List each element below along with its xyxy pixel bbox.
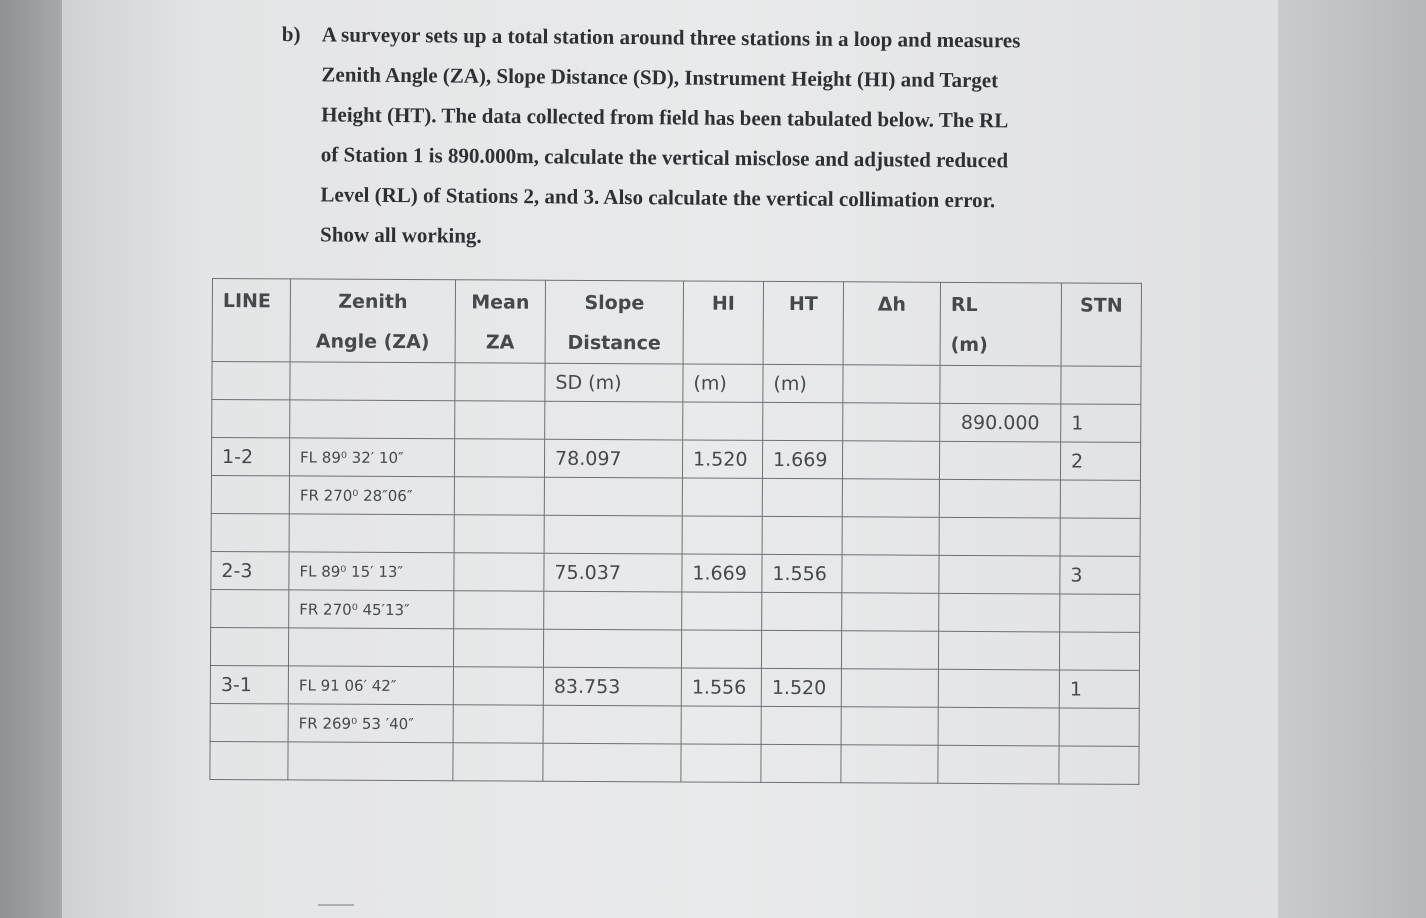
fl-angle-cell: FL 89⁰ 32′ 10″ (289, 438, 454, 477)
question-line: of Station 1 is 890.000m, calculate the vertical misclose and adjusted reduced (320, 142, 1009, 173)
hi-cell: 1.669 (682, 554, 762, 592)
question-label: b) (281, 21, 301, 47)
fr-angle-cell: FR 270⁰ 28″06″ (289, 476, 454, 515)
units-row (212, 362, 1141, 405)
question-line: Height (HT). The data collected from field has been tabulated below. The RL (321, 102, 1009, 133)
fl-angle-cell: FL 91 06′ 42″ (288, 666, 453, 705)
ht-cell: 1.556 (762, 554, 842, 592)
sd-cell: 78.097 (544, 439, 682, 478)
fr-angle-cell: FR 269⁰ 53 ′40″ (288, 704, 453, 743)
question-block (280, 14, 1102, 261)
unit-ht: (m) (763, 364, 843, 402)
table-row (210, 741, 1139, 784)
unit-hi: (m) (683, 364, 763, 402)
header-row (212, 279, 1141, 367)
start-rl-value: 890.000 (940, 403, 1061, 442)
line-cell: 3-1 (210, 665, 288, 703)
survey-data-table (209, 278, 1142, 785)
header-slope-distance: Slope Distance (545, 280, 683, 364)
header-rl: RL (m) (940, 282, 1061, 366)
question-line: A surveyor sets up a total station around three stations in a loop and measures (321, 22, 1021, 53)
start-stn-value: 1 (1061, 404, 1141, 442)
header-ht: HT (763, 281, 843, 364)
table-row (211, 475, 1140, 518)
table-row (210, 703, 1139, 746)
question-line: Zenith Angle (ZA), Slope Distance (SD), Instrument Height (HI) and Target (321, 62, 999, 93)
question-line: Level (RL) of Stations 2, and 3. Also calculate the vertical collimation error. (320, 182, 996, 213)
header-hi: HI (683, 281, 763, 364)
sd-cell: 75.037 (544, 553, 682, 592)
ht-cell: 1.669 (762, 440, 842, 478)
background-right (1278, 0, 1426, 918)
line-cell: 2-3 (211, 551, 289, 589)
header-zenith-angle: Zenith Angle (ZA) (290, 279, 455, 363)
question-text (320, 14, 1102, 261)
ht-cell: 1.520 (761, 668, 841, 706)
table-row (210, 665, 1139, 708)
background-left (0, 0, 62, 918)
header-delta-h: Δh (843, 282, 940, 366)
fl-angle-cell: FL 89⁰ 15′ 13″ (289, 552, 454, 591)
table-row (211, 438, 1140, 481)
header-mean-za: Mean ZA (455, 280, 545, 363)
stn-cell: 3 (1060, 556, 1140, 594)
table-row (211, 513, 1140, 556)
line-cell: 1-2 (211, 438, 289, 476)
stn-cell: 1 (1059, 670, 1139, 708)
question-line: Show all working. (319, 222, 482, 248)
hi-cell: 1.520 (682, 440, 762, 478)
header-stn: STN (1061, 283, 1141, 366)
unit-sd: SD (m) (545, 363, 683, 402)
page-artifact (318, 904, 354, 916)
fr-angle-cell: FR 270⁰ 45′13″ (289, 590, 454, 629)
table-row (210, 627, 1139, 670)
start-row (212, 400, 1141, 443)
table-row (211, 589, 1140, 632)
header-line: LINE (212, 279, 290, 362)
stn-cell: 2 (1060, 442, 1140, 480)
sd-cell: 83.753 (543, 667, 681, 706)
hi-cell: 1.556 (681, 668, 761, 706)
table-row (211, 551, 1140, 594)
